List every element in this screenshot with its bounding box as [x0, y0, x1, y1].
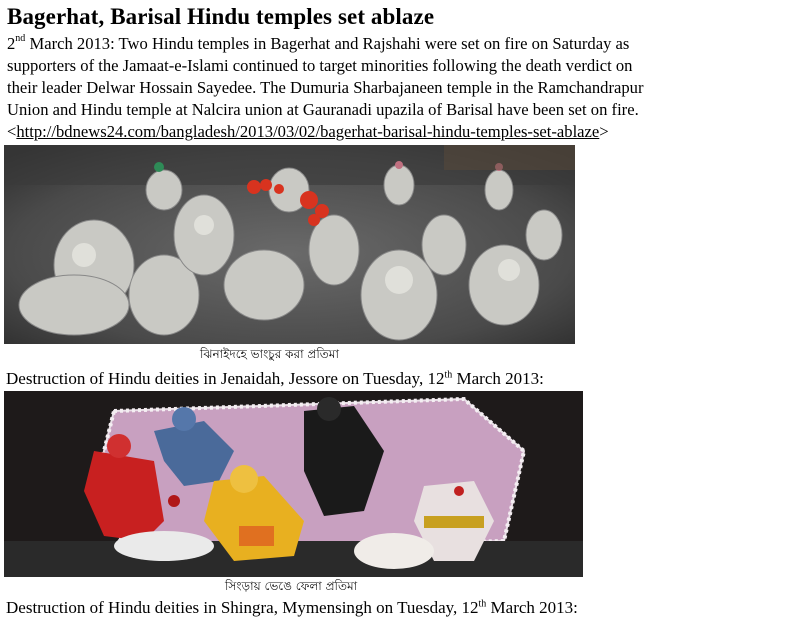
figure1-desc-tail: March 2013: [452, 369, 544, 388]
figure1-desc-text: Destruction of Hindu deities in Jenaidah, Jessore on Tuesday, 12 [6, 369, 445, 388]
photo-broken-idols-jenaidah [4, 145, 575, 344]
figure1-description [6, 369, 544, 389]
photo1-caption: ঝিনাইদহে ভাংচুর করা প্রতিমা [200, 347, 339, 361]
figure1-desc-sup: th [444, 369, 453, 381]
date-day: 2 [7, 34, 16, 53]
body-line-2: supporters of the Jamaat-e-Islami continued to target minorities following the death verdict on [7, 56, 633, 75]
source-link-line [7, 121, 797, 143]
photo-broken-idols-shingra [4, 391, 583, 577]
figure2-description [6, 598, 578, 618]
figure2-desc-sup: th [478, 598, 487, 610]
body-line-4: Union and Hindu temple at Nalcira union at Gauranadi upazila of Barisal have been set on fire. [7, 100, 639, 119]
photo2-caption: সিংড়ায় ভেঙে ফেলা প্রতিমা [225, 579, 358, 593]
body-line-1 [7, 33, 797, 55]
source-link[interactable]: http://bdnews24.com/bangladesh/2013/03/02/bagerhat-barisal-hindu-temples-set-ablaze [16, 122, 600, 141]
body-line-1-text: March 2013: Two Hindu temples in Bagerhat and Rajshahi were set on fire on Saturday as [25, 34, 630, 53]
article-body [7, 33, 797, 143]
link-open-bracket: < [7, 122, 17, 141]
figure2-desc-tail: March 2013: [486, 598, 578, 617]
date-suffix: nd [15, 33, 26, 45]
figure2-desc-text: Destruction of Hindu deities in Shingra, Mymensingh on Tuesday, 12 [6, 598, 479, 617]
link-close-bracket: > [599, 122, 609, 141]
body-line-3: their leader Delwar Hossain Sayedee. The Dumuria Sharbajaneen temple in the Ramchandrapur [7, 78, 644, 97]
article-title: Bagerhat, Barisal Hindu temples set ablaze [7, 4, 435, 29]
